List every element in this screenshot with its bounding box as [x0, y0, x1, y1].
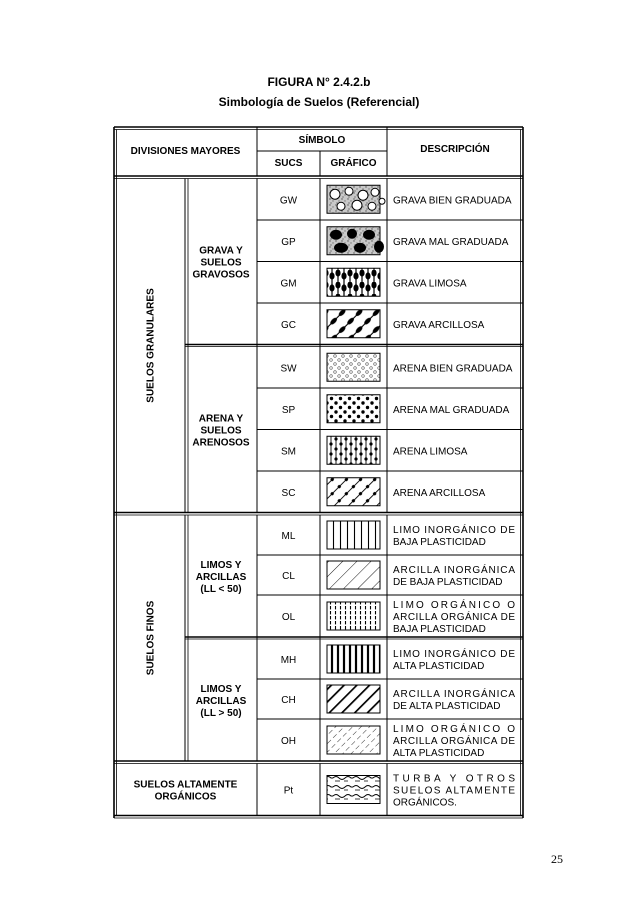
subgroup-label: (LL > 50)	[200, 708, 242, 719]
subgroup-label: (LL < 50)	[200, 584, 242, 595]
sucs-code: CH	[281, 695, 296, 706]
header-grafico: GRÁFICO	[330, 158, 377, 169]
description-text: GRAVA LIMOSA	[393, 278, 467, 290]
sucs-code: MH	[280, 655, 297, 666]
subgroup-label: ARCILLAS	[195, 696, 247, 707]
division-label: SUELOS GRANULARES	[145, 288, 157, 403]
description-text: GRAVA BIEN GRADUADA	[393, 195, 512, 207]
description-text: BAJA PLASTICIDAD	[393, 624, 486, 635]
description-text: DE BAJA PLASTICIDAD	[393, 577, 503, 588]
subgroup-label: ARENA Y	[198, 413, 244, 425]
description-text: ARCILLA ORGÁNICA DE	[393, 612, 515, 623]
sm-symbol-graphic	[327, 436, 380, 464]
page-number: 25	[551, 852, 563, 866]
gm-symbol-graphic	[327, 268, 380, 296]
description-text: TURBA Y OTROS	[393, 773, 515, 785]
description-text: ARENA MAL GRADUADA	[393, 404, 510, 416]
cl-symbol-graphic	[327, 561, 380, 589]
organic-division-label: ORGÁNICOS	[154, 791, 217, 803]
description-text: ARCILLA INORGÁNICA	[393, 689, 515, 700]
gc-symbol-graphic	[327, 310, 380, 338]
sucs-code: ML	[281, 531, 296, 542]
description-text: LIMO ORGÁNICO O	[393, 600, 515, 611]
mh-symbol-graphic	[327, 645, 380, 673]
description-text: LIMO INORGÁNICO DE	[393, 525, 515, 536]
description-text: ARENA LIMOSA	[393, 446, 468, 458]
organic-division-label: SUELOS ALTAMENTE	[133, 779, 238, 791]
subgroup-label: SUELOS	[200, 425, 242, 437]
sc-symbol-graphic	[327, 478, 380, 506]
description-text: ARCILLA ORGÁNICA DE	[393, 736, 515, 747]
header-descripcion: DESCRIPCIÓN	[420, 144, 490, 155]
division-label: SUELOS FINOS	[145, 600, 157, 676]
gp-symbol-graphic	[327, 227, 384, 255]
sucs-code: SP	[281, 404, 296, 416]
sucs-code: SW	[280, 363, 297, 375]
description-text: ALTA PLASTICIDAD	[393, 661, 485, 672]
subgroup-label: GRAVA Y	[199, 245, 243, 257]
description-text: GRAVA ARCILLOSA	[393, 319, 485, 331]
description-text: ORGÁNICOS.	[393, 797, 457, 809]
sw-symbol-graphic	[327, 353, 380, 381]
description-text: SUELOS ALTAMENTE	[393, 785, 515, 797]
description-text: ARENA BIEN GRADUADA	[393, 363, 513, 375]
figure-title: FIGURA N° 2.4.2.b	[267, 75, 371, 89]
sucs-code: GC	[281, 319, 296, 331]
description-text: ARENA ARCILLOSA	[393, 487, 486, 499]
soil-symbol-table	[113, 126, 525, 822]
sucs-code: OH	[281, 736, 296, 747]
description-text: ALTA PLASTICIDAD	[393, 748, 485, 759]
figure-subtitle: Simbología de Suelos (Referencial)	[218, 95, 420, 109]
sucs-code: GP	[281, 236, 296, 248]
subgroup-label: GRAVOSOS	[192, 269, 250, 281]
subgroup-label: LIMOS Y	[200, 560, 242, 571]
header-sucs: SUCS	[274, 158, 303, 169]
pt-symbol-graphic	[327, 776, 380, 804]
oh-symbol-graphic	[327, 726, 380, 754]
description-text: LIMO INORGÁNICO DE	[393, 649, 515, 660]
ol-symbol-graphic	[327, 602, 380, 630]
sucs-code: CL	[282, 571, 295, 582]
subgroup-label: ARCILLAS	[195, 572, 247, 583]
sucs-code: GW	[279, 195, 298, 207]
sucs-code: Pt	[283, 785, 294, 797]
sucs-code: GM	[280, 278, 297, 290]
subgroup-label: LIMOS Y	[200, 684, 242, 695]
ml-symbol-graphic	[327, 521, 380, 549]
description-text: BAJA PLASTICIDAD	[393, 537, 486, 548]
header-divisiones: DIVISIONES MAYORES	[130, 146, 241, 157]
description-text: LIMO ORGÁNICO O	[393, 724, 515, 735]
description-text: ARCILLA INORGÁNICA	[393, 565, 515, 576]
description-text: GRAVA MAL GRADUADA	[393, 236, 509, 248]
sp-symbol-graphic	[327, 395, 380, 423]
subgroup-label: SUELOS	[200, 257, 242, 269]
sucs-code: SC	[281, 487, 296, 499]
gw-symbol-graphic	[327, 185, 385, 213]
ch-symbol-graphic	[327, 685, 380, 713]
sucs-code: SM	[281, 446, 296, 458]
subgroup-label: ARENOSOS	[192, 437, 250, 449]
sucs-code: OL	[281, 612, 296, 623]
description-text: DE ALTA PLASTICIDAD	[393, 701, 501, 712]
header-simbolo: SÍMBOLO	[298, 135, 346, 146]
